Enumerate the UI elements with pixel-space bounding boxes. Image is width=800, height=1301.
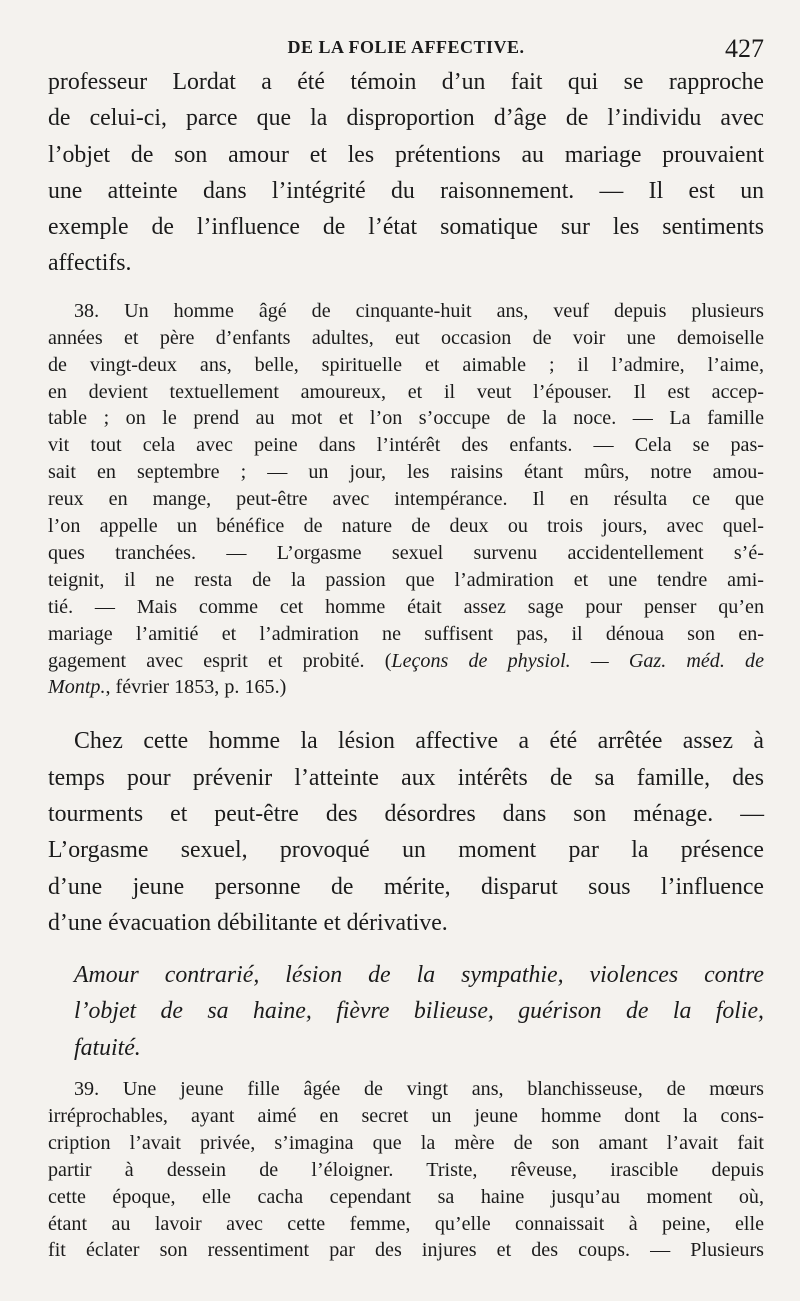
text-line: reux en mange, peut-être avec intempérance. Il en résulta ce que [48,488,764,511]
text-line: cette époque, elle cacha cependant sa haine jusqu’au moment où, [48,1185,764,1208]
citation-date: , février 1853, p. 165.) [105,676,287,699]
book-page [48,34,764,1264]
text-line: affectifs. [48,250,132,277]
text-line: L’orgasme sexuel, provoqué un moment par la présence [48,837,764,864]
text-line: tourments et peut-être des désordres dans son ménage. — [48,800,764,827]
text-line: fit éclater son ressentiment par des injures et des coups. — Plusieurs [48,1239,764,1262]
text-line: années et père d’enfants adultes, eut occasion de voir une demoiselle [48,326,764,349]
text-line: 39. Une jeune fille âgée de vingt ans, blanchisseuse, de mœurs [74,1078,764,1101]
text-line: sait en septembre ; — un jour, les raisins étant mûrs, notre amou- [48,461,764,484]
case-39 [48,1076,764,1264]
text-line: de vingt-deux ans, belle, spirituelle et aimable ; il l’admire, l’aime, [48,353,764,376]
section-heading [48,957,764,1066]
text-line: mariage l’amitié et l’admiration ne suffisent pas, il dénoua son en- [48,622,764,645]
page-number: 427 [725,34,764,63]
text-line: de celui-ci, parce que la disproportion d’âge de l’individu avec [48,105,764,132]
paragraph-1 [48,64,764,282]
text-line: exemple de l’influence de l’état somatique sur les sentiments [48,214,764,241]
case-38 [48,298,764,702]
heading-line: Amour contrarié, lésion de la sympathie, violences contre [74,962,764,989]
paragraph-2 [48,723,764,941]
text-line: l’objet de son amour et les prétentions au mariage prouvaient [48,141,764,168]
running-head: DE LA FOLIE AFFECTIVE. [287,37,525,57]
heading-line: l’objet de sa haine, fièvre bilieuse, guérison de la folie, [74,998,764,1025]
page-header [48,34,764,64]
citation-journal: Montp. [48,676,106,699]
text-line: tié. — Mais comme cet homme était assez sage pour penser qu’en [48,595,764,618]
citation-title: Leçons de physiol. — Gaz. méd. de [391,649,764,672]
text-line: Chez cette homme la lésion affective a été arrêtée assez à [74,728,764,755]
text-line: une atteinte dans l’intégrité du raisonnement. — Il est un [48,177,764,204]
text-line: vit tout cela avec peine dans l’intérêt des enfants. — Cela se pas- [48,434,764,457]
text-line: teignit, il ne resta de la passion que l’admiration et une tendre ami- [48,568,764,591]
text-segment: gagement avec esprit et probité. ( [48,649,392,672]
citation-line [48,648,764,675]
text-line: irréprochables, ayant aimé en secret un jeune homme dont la cons- [48,1104,764,1127]
text-line: professeur Lordat a été témoin d’un fait qui se rapproche [48,69,764,95]
heading-line: fatuité. [74,1034,141,1061]
text-line: table ; on le prend au mot et l’on s’occupe de la noce. — La famille [48,407,764,430]
text-line: d’une évacuation débilitante et dérivative. [48,909,448,936]
text-line: l’on appelle un bénéfice de nature de deux ou trois jours, avec quel- [48,515,764,538]
citation-line [48,674,764,701]
text-line: ques tranchées. — L’orgasme sexuel survenu accidentellement s’é- [48,541,764,564]
text-line: 38. Un homme âgé de cinquante-huit ans, veuf depuis plusieurs [74,299,764,322]
text-line: partir à dessein de l’éloigner. Triste, rêveuse, irascible depuis [48,1158,764,1181]
text-line: d’une jeune personne de mérite, disparut sous l’influence [48,873,764,900]
text-line: en devient textuellement amoureux, et il veut l’épouser. Il est accep- [48,380,764,403]
text-line: étant au lavoir avec cette femme, qu’elle connaissait à peine, elle [48,1212,764,1235]
text-line: temps pour prévenir l’atteinte aux intérêts de sa famille, des [48,764,764,791]
text-line: cription l’avait privée, s’imagina que la mère de son amant l’avait fait [48,1131,764,1154]
